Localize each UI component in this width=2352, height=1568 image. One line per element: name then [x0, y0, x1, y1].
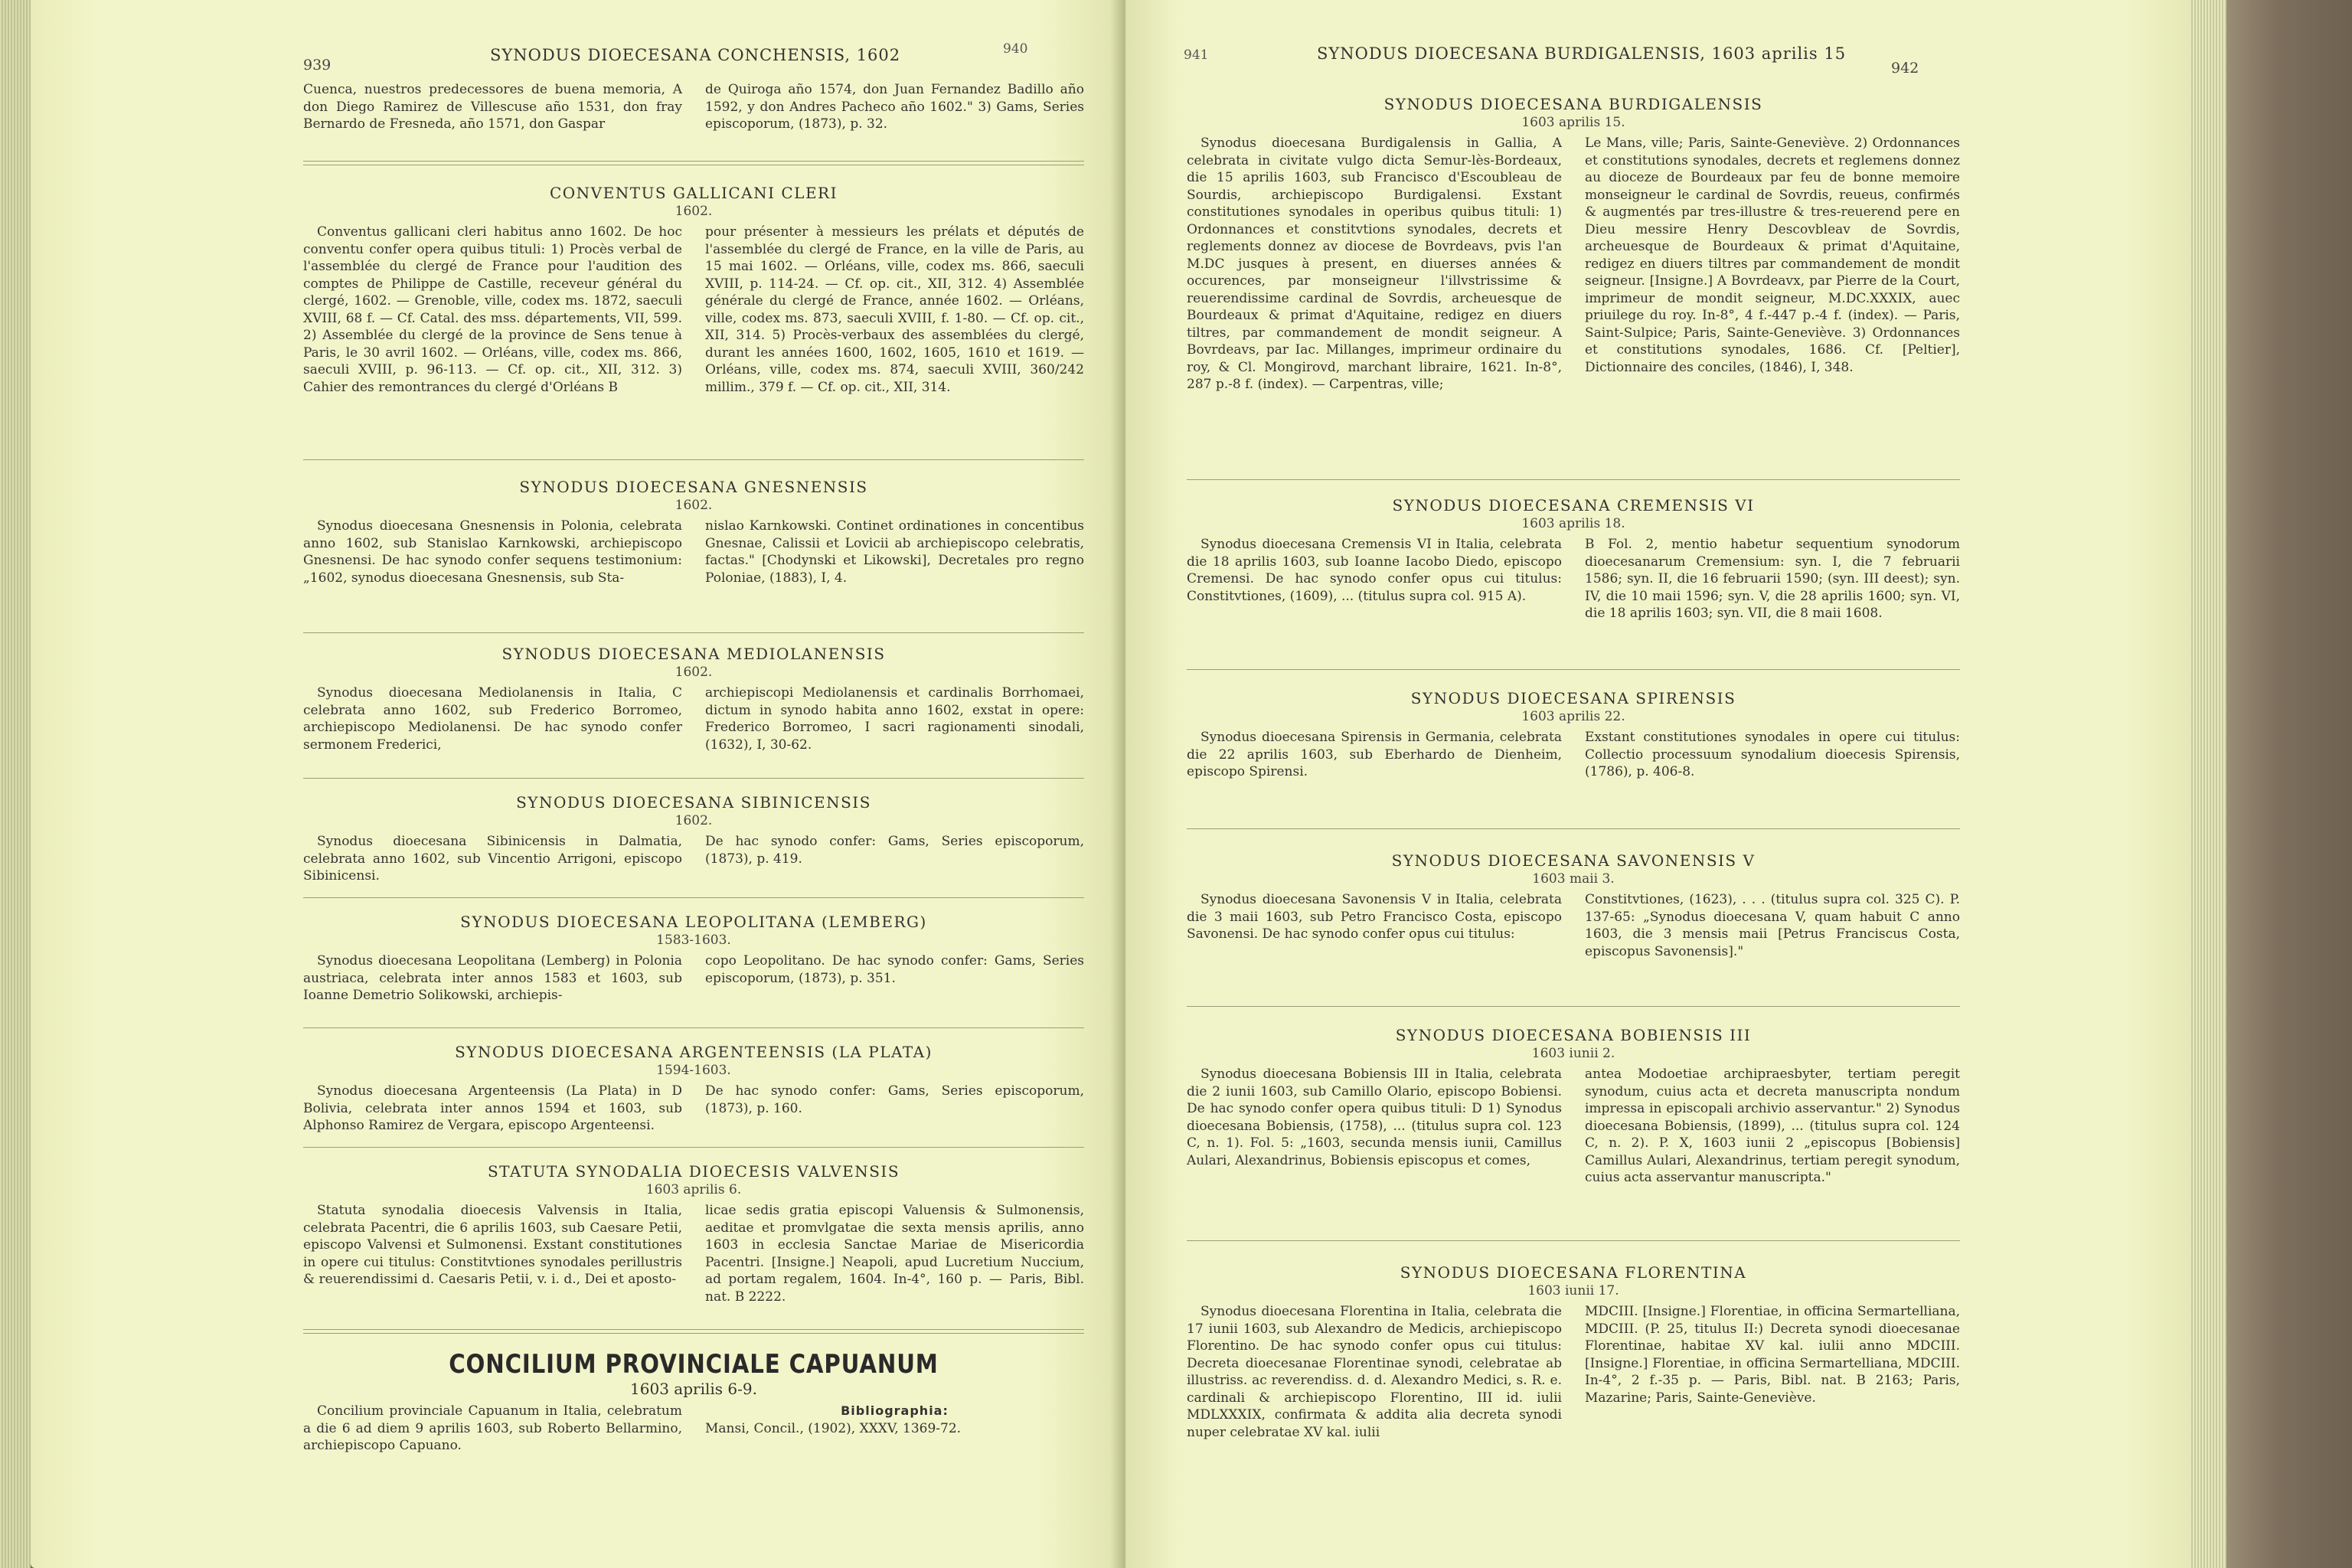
- section-text-left: Synodus dioecesana Bobiensis III in Italia, celebrata die 2 iunii 1603, sub Camillo Olario, episcopo Bobiensi. De hac synodo confer opera quibus tituli: D 1) Synodus dioecesana Bobiensis, (1758), ... (titulus supra col. 123 C, n. 1). Fol. 5: „1603, secunda mensis iunii, Camillus Aulari, Alexandrinus, Bobiensis episcopus et comes,: [1187, 1067, 1562, 1168]
- section-gnesnensis: [303, 478, 1084, 586]
- divider: [303, 161, 1084, 165]
- section-date: 1603 maii 3.: [1532, 871, 1615, 887]
- section-date: 1603 aprilis 15.: [1521, 115, 1625, 130]
- section-text-left: Synodus dioecesana Burdigalensis in Gallia, A celebrata in civitate vulgo dicta Semur-lès-Bordeaux, die 15 aprilis 1603, sub Francisco d'Escoubleau de Sourdis, archiepiscopo Burdigalensi. Exstant constitutiones synodales in operibus quibus tituli: 1) Ordonnances et constitvtions synodales, decrets et reglements donnez av diocese de Bovrdeavs, pvis l'an M.DC jusques à present, en diuerses années & occurences, par monseigneur l'illvstrissime & reuerendissime cardinal de Sovrdis, archeuesque de Bourdeaux & primat d'Aquitaine, redigez en diuers tiltres, par commandement de mondit seigneur. A Bovrdeavs, par Iac. Millanges, imprimeur ordinaire du roy, & Cl. Mongirovd, marchant libraire, 1621. In-8°, 287 p.-8 f. (index). — Carpentras, ville;: [1187, 136, 1562, 392]
- section-title: SYNODUS DIOECESANA SIBINICENSIS: [516, 793, 871, 812]
- section-text-right: nislao Karnkowski. Continet ordinationes in concentibus Gnesnae, Calissii et Lovicii ab archiepiscopo celebratis, factas." [Chodynski et Likowski], Decretales pro regno Poloniae, (1883), I, 4.: [705, 518, 1084, 586]
- section-valvensis: [303, 1162, 1084, 1305]
- concilium-title: CONCILIUM PROVINCIALE CAPUANUM: [449, 1349, 939, 1380]
- divider: [303, 1329, 1084, 1334]
- section-bobiensis: [1187, 1026, 1960, 1187]
- section-sibinicensis: [303, 793, 1084, 885]
- divider: [1187, 1240, 1960, 1241]
- section-text-right: Le Mans, ville; Paris, Sainte-Geneviève. 2) Ordonnances et constitutions synodales, decrets et reglemens donnez au dioceze de Bourdeaux par feu de bonne memoire monseigneur le cardinal de Sovrdis, reueus, confirmés & augmentés par tres-illustre & tres-reuerend pere en Dieu messire Henry Descovbleav de Sovrdis, archeuesque de Bourdeaux & primat d'Aquitaine, redigez en diuers tiltres par commandement de mondit seigneur. [Insigne.] A Bovrdeavx, par Pierre de la Court, imprimeur de mondit seigneur, M.DC.XXXIX, auec priuilege du roy. In-8°, 4 f.-447 p.-4 f. (index). — Paris, Saint-Sulpice; Paris, Sainte-Geneviève. 3) Ordonnances et constitutions synodales, 1686. Cf. [Peltier], Dictionnaire des conciles, (1846), I, 348.: [1585, 136, 1960, 375]
- column-number: 940: [1003, 41, 1028, 57]
- section-mediolanensis: [303, 645, 1084, 753]
- section-text-right: B Fol. 2, mentio habetur sequentium synodorum dioecesanarum Cremensium: syn. I, die 7 februarii 1586; syn. II, die 16 februarii 1590; (syn. III deest); syn. IV, die 10 maii 1596; syn. V, die 28 aprilis 1600; syn. VI, die 18 aprilis 1603; syn. VII, die 8 maii 1608.: [1585, 537, 1960, 621]
- section-text-left: Conventus gallicani cleri habitus anno 1602. De hoc conventu confer opera quibus tituli: 1) Procès verbal de l'assemblée du clergé de France pour l'audition des comptes de Philippe de Castille, receveur général du clergé, 1602. — Grenoble, ville, codex ms. 1872, saeculi XVIII, 68 f. — Cf. Catal. des mss. départements, VII, 599. 2) Assemblée du clergé de la province de Sens tenue à Paris, le 30 avril 1602. — Orléans, ville, codex ms. 866, saeculi XVIII, p. 96-113. — Cf. op. cit., XII, 312. 3) Cahier des remontrances du clergé d'Orléans B: [303, 224, 682, 395]
- section-burdigalensis: [1187, 95, 1960, 394]
- section-cremensis: [1187, 496, 1960, 622]
- section-title: SYNODUS DIOECESANA BOBIENSIS III: [1395, 1026, 1752, 1044]
- section-title: SYNODUS DIOECESANA SPIRENSIS: [1410, 689, 1736, 707]
- section-text-left: Synodus dioecesana Spirensis in Germania, celebrata die 22 aprilis 1603, sub Eberhardo de Dienheim, episcopo Spirensi.: [1187, 730, 1562, 779]
- section-title: SYNODUS DIOECESANA GNESNENSIS: [519, 478, 868, 496]
- divider: [303, 1147, 1084, 1148]
- section-text-left: Synodus dioecesana Cremensis VI in Italia, celebrata die 18 aprilis 1603, sub Ioanne Iacobo Diedo, episcopo Cremensi. De hac synodo confer opus cui titulus: Constitvtiones, (1609), ... (titulus supra col. 915 A).: [1187, 537, 1562, 604]
- divider: [303, 632, 1084, 633]
- section-text-right: archiepiscopi Mediolanensis et cardinalis Borrhomaei, dictum in synodo habita anno 1602, exstat in opere: Frederico Borromeo, I sacri ragionamenti sinodali, (1632), I, 30-62.: [705, 685, 1084, 753]
- section-savonensis: [1187, 851, 1960, 960]
- section-text-left: Synodus dioecesana Sibinicensis in Dalmatia, celebrata anno 1602, sub Vincentio Arrigoni, episcopo Sibinicensi.: [303, 834, 682, 884]
- section-argenteensis: [303, 1043, 1084, 1135]
- left-page-edges: [0, 0, 31, 1568]
- section-date: 1603 iunii 2.: [1531, 1046, 1615, 1061]
- section-title: SYNODUS DIOECESANA SAVONENSIS V: [1391, 851, 1756, 870]
- section-title: CONVENTUS GALLICANI CLERI: [549, 184, 838, 202]
- section-text-right: antea Modoetiae archipraesbyter, tertiam peregit synodum, cuius acta et decreta manuscripta nondum impressa in episcopali archivio asservantur." 2) Synodus dioecesana Bobiensis, (1899), ... (titulus supra col. 124 C, n. 2). P. X, 1603 iunii 2 „episcopus [Bobiensis] Camillus Aulari, Alexandrinus, tertiam peregit synodum, cuius acta asservantur manuscripta.": [1585, 1067, 1960, 1185]
- right-page-edges: [2190, 0, 2226, 1568]
- section-leopolitana: [303, 913, 1084, 1004]
- section-text-right: De hac synodo confer: Gams, Series episcoporum, (1873), p. 160.: [705, 1083, 1084, 1116]
- section-text-left: Synodus dioecesana Savonensis V in Italia, celebrata die 3 maii 1603, sub Petro Francisco Costa, episcopo Savonensi. De hac synodo confer opus cui titulus:: [1187, 892, 1562, 942]
- divider: [303, 459, 1084, 460]
- running-head: SYNODUS DIOECESANA CONCHENSIS, 1602: [490, 46, 901, 64]
- running-head: SYNODUS DIOECESANA BURDIGALENSIS, 1603 aprilis 15: [1317, 44, 1847, 63]
- divider: [303, 897, 1084, 898]
- section-title: SYNODUS DIOECESANA LEOPOLITANA (LEMBERG): [460, 913, 927, 931]
- section-title: SYNODUS DIOECESANA FLORENTINA: [1400, 1263, 1747, 1282]
- section-date: 1583-1603.: [656, 933, 731, 948]
- page-number: 939: [303, 57, 332, 74]
- divider: [1187, 479, 1960, 480]
- concilium-text-left: Concilium provinciale Capuanum in Italia, celebratum a die 6 ad diem 9 aprilis 1603, sub Roberto Bellarmino, archiepiscopo Capuano.: [303, 1403, 682, 1453]
- divider: [1187, 669, 1960, 670]
- section-date: 1602.: [675, 498, 713, 513]
- section-text-right: MDCIII. [Insigne.] Florentiae, in officina Sermartelliana, MDCIII. (P. 25, titulus II:) Decreta synodi dioecesanae Florentinae, habitae XV kal. iulii anno MDCIII. [Insigne.] Florentiae, in officina Sermartelliana, MDCIII. In-4°, 2 f.-35 p. — Paris, Bibl. nat. B 2163; Paris, Mazarine; Paris, Sainte-Geneviève.: [1585, 1304, 1960, 1406]
- divider: [1187, 1006, 1960, 1007]
- section-date: 1603 iunii 17.: [1527, 1283, 1619, 1298]
- section-title: STATUTA SYNODALIA DIOECESIS VALVENSIS: [487, 1162, 900, 1181]
- section-title: SYNODUS DIOECESANA ARGENTEENSIS (LA PLATA): [455, 1043, 933, 1061]
- section-text-right: Exstant constitutiones synodales in opere cui titulus: Collectio processuum synodalium dioecesis Spirensis, (1786), p. 406-8.: [1585, 730, 1960, 779]
- fragment-right: de Quiroga año 1574, don Juan Fernandez Badillo año 1592, y don Andres Pacheco año 1602." 3) Gams, Series episcoporum, (1873), p. 32.: [705, 82, 1084, 132]
- section-text-left: Statuta synodalia dioecesis Valvensis in Italia, celebrata Pacentri, die 6 aprilis 1603, sub Caesare Petii, episcopo Valvensi et Sulmonensi. Exstant constitutiones in opere cui titulus: Constitvtiones synodales perillustris & reuerendissimi d. Caesaris Petii, v. i. d., Dei et aposto-: [303, 1203, 682, 1287]
- section-spirensis: [1187, 689, 1960, 781]
- column-number: 941: [1184, 47, 1209, 63]
- section-text-right: copo Leopolitano. De hac synodo confer: Gams, Series episcoporum, (1873), p. 351.: [705, 953, 1084, 986]
- top-fragment: [303, 77, 1084, 133]
- section-florentina: [1187, 1263, 1960, 1441]
- section-text-right: De hac synodo confer: Gams, Series episcoporum, (1873), p. 419.: [705, 834, 1084, 867]
- section-date: 1602.: [675, 204, 713, 219]
- section-concilium-capuanum: [303, 1349, 1084, 1455]
- bibliographia-heading: Bibliographia:: [841, 1403, 949, 1418]
- concilium-text-right: Mansi, Concil., (1902), XXXV, 1369-72.: [705, 1420, 962, 1436]
- section-conventus-gallicani: [303, 184, 1084, 396]
- right-page: [1125, 0, 2190, 1568]
- section-date: 1602.: [675, 665, 713, 680]
- section-text-left: Synodus dioecesana Florentina in Italia, celebrata die 17 iunii 1603, sub Alexandro de Medicis, archiepiscopo Florentino. De hac synodo confer opus cui titulus: Decreta dioecesanae Florentinae synodi, celebratae ab illustriss. ac reverendiss. d. d. Alexandro Medici, s. R. e. cardinali & archiepiscopo Florentino, III id. iulii MDLXXXIX, confirmata & addita alia decreta synodi nuper celebratae XV kal. iulii: [1187, 1304, 1562, 1440]
- section-text-right: Constitvtiones, (1623), . . . (titulus supra col. 325 C). P. 137-65: „Synodus dioecesana V, quam habuit C anno 1603, die 3 mensis maii [Petrus Franciscus Costa, episcopus Savonensis].": [1585, 892, 1960, 959]
- section-date: 1603 aprilis 6.: [645, 1182, 742, 1197]
- concilium-date: 1603 aprilis 6-9.: [630, 1380, 757, 1398]
- section-title: SYNODUS DIOECESANA MEDIOLANENSIS: [501, 645, 886, 663]
- section-text-left: Synodus dioecesana Leopolitana (Lemberg) in Polonia austriaca, celebrata inter annos 1583 et 1603, sub Ioanne Demetrio Solikowski, archiepis-: [303, 953, 682, 1003]
- fragment-left: Cuenca, nuestros predecessores de buena memoria, A don Diego Ramirez de Villescuse año 1531, don fray Bernardo de Fresneda, año 1571, don Gaspar: [303, 82, 682, 132]
- section-text-left: Synodus dioecesana Argenteensis (La Plata) in D Bolivia, celebrata inter annos 1594 et 1603, sub Alphonso Ramirez de Vergara, episcopo Argenteensi.: [303, 1083, 682, 1133]
- divider: [1187, 828, 1960, 829]
- page-number: 942: [1891, 60, 1919, 77]
- section-date: 1603 aprilis 22.: [1521, 709, 1625, 724]
- section-text-left: Synodus dioecesana Gnesnensis in Polonia, celebrata anno 1602, sub Stanislao Karnkowski, archiepiscopo Gnesnensi. De hac synodo confer sequens testimonium: „1602, synodus dioecesana Gnesnensis, sub Sta-: [303, 518, 682, 586]
- section-text-left: Synodus dioecesana Mediolanensis in Italia, C celebrata anno 1602, sub Frederico Borromeo, archiepiscopo Mediolanensi. De hac synodo confer sermonem Frederici,: [303, 685, 682, 753]
- section-date: 1594-1603.: [656, 1063, 731, 1078]
- left-page: [31, 0, 1125, 1568]
- section-title: SYNODUS DIOECESANA BURDIGALENSIS: [1383, 95, 1763, 113]
- section-date: 1602.: [675, 813, 713, 828]
- section-title: SYNODUS DIOECESANA CREMENSIS VI: [1392, 496, 1755, 514]
- section-text-right: pour présenter à messieurs les prélats et députés de l'assemblée du clergé de France, en la ville de Paris, au 15 mai 1602. — Orléans, ville, codex ms. 866, saeculi XVIII, p. 114-24. — Cf. op. cit., XII, 312. 4) Assemblée générale du clergé de France, année 1602. — Orléans, ville, codex ms. 873, saeculi XVIII, f. 1-80. — Cf. op. cit., XII, 314. 5) Procès-verbaux des assemblées du clergé, durant les années 1600, 1602, 1605, 1610 et 1619. — Orléans, ville, codex ms. 874, saeculi XVIII, 360/242 millim., 379 f. — Cf. op. cit., XII, 314.: [705, 224, 1084, 395]
- section-date: 1603 aprilis 18.: [1521, 516, 1625, 531]
- section-text-right: licae sedis gratia episcopi Valuensis & Sulmonensis, aeditae et promvlgatae die sexta mensis aprilis, anno 1603 in ecclesia Sanctae Mariae de Misericordia Pacentri. [Insigne.] Neapoli, apud Lucretium Nuccium, ad portam regalem, 1604. In-4°, 160 p. — Paris, Bibl. nat. B 2222.: [705, 1203, 1084, 1305]
- divider: [303, 1027, 1084, 1028]
- book-cover: [2226, 0, 2352, 1568]
- divider: [303, 778, 1084, 779]
